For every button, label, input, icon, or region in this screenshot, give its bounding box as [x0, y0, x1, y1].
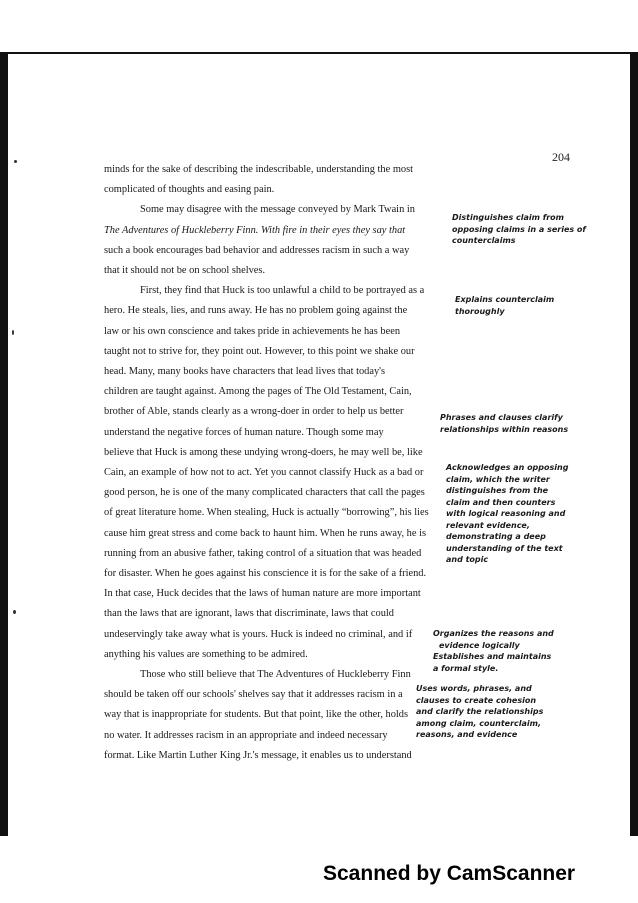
essay-body [104, 160, 442, 766]
annotation-line: demonstrating a deep [446, 532, 546, 541]
annotation-line: Acknowledges an opposing [446, 463, 569, 472]
annotation-line: evidence logically [439, 640, 520, 650]
annotation-line: Establishes and maintains [433, 652, 552, 661]
text-line: head. Many, many books have characters that lead lives that today's [104, 366, 386, 378]
text-line: should be taken off our schools' shelves say that it addresses racism in a [104, 689, 403, 701]
annotation-line: Uses words, phrases, and [416, 684, 532, 693]
text-line: cause him great stress and come back to haunt him. When he runs away, he is [104, 527, 427, 539]
annotation-cohesion [416, 683, 566, 741]
scan-speck [14, 160, 17, 163]
text-line: children are taught against. Among the pages of The Old Testament, Cain, [104, 386, 412, 398]
text-line: anything his values are something to be admired. [104, 648, 308, 660]
annotation-line: thoroughly [455, 306, 505, 316]
annotation-counterclaims [452, 212, 592, 247]
text-line: than the laws that are ignorant, laws that discriminate, laws that could [104, 608, 394, 620]
annotation-line: reasons, and evidence [416, 730, 518, 739]
scan-speck [12, 330, 14, 335]
text-line: In that case, Huck decides that the laws of human nature are more important [104, 588, 421, 600]
text-line: law or his own conscience and takes pride in achievements he has been [104, 325, 401, 337]
text-line: Cain, an example of how not to act. Yet you cannot classify Huck as a bad or [104, 467, 424, 479]
annotation-line: distinguishes from the [446, 486, 549, 495]
text-line: hero. He steals, lies, and runs away. He has no problem going against the [104, 305, 408, 317]
annotation-line: Phrases and clauses clarify [440, 413, 563, 422]
text-line: understand the negative forces of human nature. Though some may [104, 426, 384, 438]
annotation-organizes-reasons [433, 628, 583, 674]
annotation-line: and topic [446, 555, 489, 564]
text-line: running from an abusive father, taking control of a situation that was headed [104, 547, 422, 559]
annotation-line: Explains counterclaim [455, 295, 555, 304]
text-line: such a book encourages bad behavior and addresses racism in such a way [104, 244, 410, 256]
text-line: Some may disagree with the message conveyed by Mark Twain in [140, 204, 415, 216]
text-line: of great literature home. When stealing, Huck is actually “borrowing”, his lies [104, 507, 429, 519]
annotation-phrases-clauses [440, 412, 590, 435]
annotation-line: claim, which the writer [446, 474, 550, 484]
page-number: 204 [552, 150, 570, 164]
annotation-acknowledges-claim [446, 462, 586, 566]
text-line: believe that Huck is among these undying wrong-doers, he may well be, like [104, 446, 423, 458]
annotation-line: relevant evidence, [446, 520, 530, 530]
text-line: First, they find that Huck is too unlawful a child to be portrayed as a [140, 285, 425, 297]
annotation-line: understanding of the text [446, 543, 563, 553]
camscanner-watermark: Scanned by CamScanner [323, 862, 576, 885]
annotation-line: with logical reasoning and [446, 509, 566, 518]
scan-speck [13, 610, 16, 614]
text-line: complicated of thoughts and easing pain. [104, 184, 275, 196]
text-line: brother of Able, stands clearly as a wrong-doer in order to help us better [104, 406, 404, 418]
annotation-line: and clarify the relationships [416, 707, 544, 716]
annotation-line: a formal style. [433, 663, 499, 673]
text-line: undeservingly take away what is yours. Huck is indeed no criminal, and if [104, 628, 413, 640]
text-line: The Adventures of Huckleberry Finn. With fire in their eyes they say that [104, 224, 406, 236]
text-line: minds for the sake of describing the indescribable, understanding the most [104, 164, 414, 175]
annotation-line: claim and then counters [446, 497, 556, 507]
annotation-line: relationships within reasons [440, 424, 569, 434]
annotation-line: Organizes the reasons and [433, 629, 554, 638]
annotation-line: opposing claims in a series of [452, 224, 586, 234]
annotation-explains-counterclaim [455, 294, 595, 317]
text-line: taught not to strive for, they point out. However, to this point we shake our [104, 345, 415, 357]
text-line: for disaster. When he goes against his conscience it is for the sake of a friend. [104, 568, 427, 580]
annotation-line: clauses to create cohesion [416, 695, 537, 705]
text-line: way that is inappropriate for students. But that point, like the other, holds [104, 709, 409, 721]
annotation-line: among claim, counterclaim, [416, 718, 542, 728]
text-line: format. Like Martin Luther King Jr.'s message, it enables us to understand [104, 749, 412, 761]
text-line: Those who still believe that The Adventures of Huckleberry Finn [140, 669, 411, 681]
text-line: that it should not be on school shelves. [104, 265, 266, 277]
text-line: no water. It addresses racism in an appropriate and indeed necessary [104, 729, 388, 741]
text-line: good person, he is one of the many complicated characters that call the pages [104, 487, 425, 499]
annotation-line: Distinguishes claim from [452, 213, 565, 222]
annotation-line: counterclaims [452, 236, 516, 245]
